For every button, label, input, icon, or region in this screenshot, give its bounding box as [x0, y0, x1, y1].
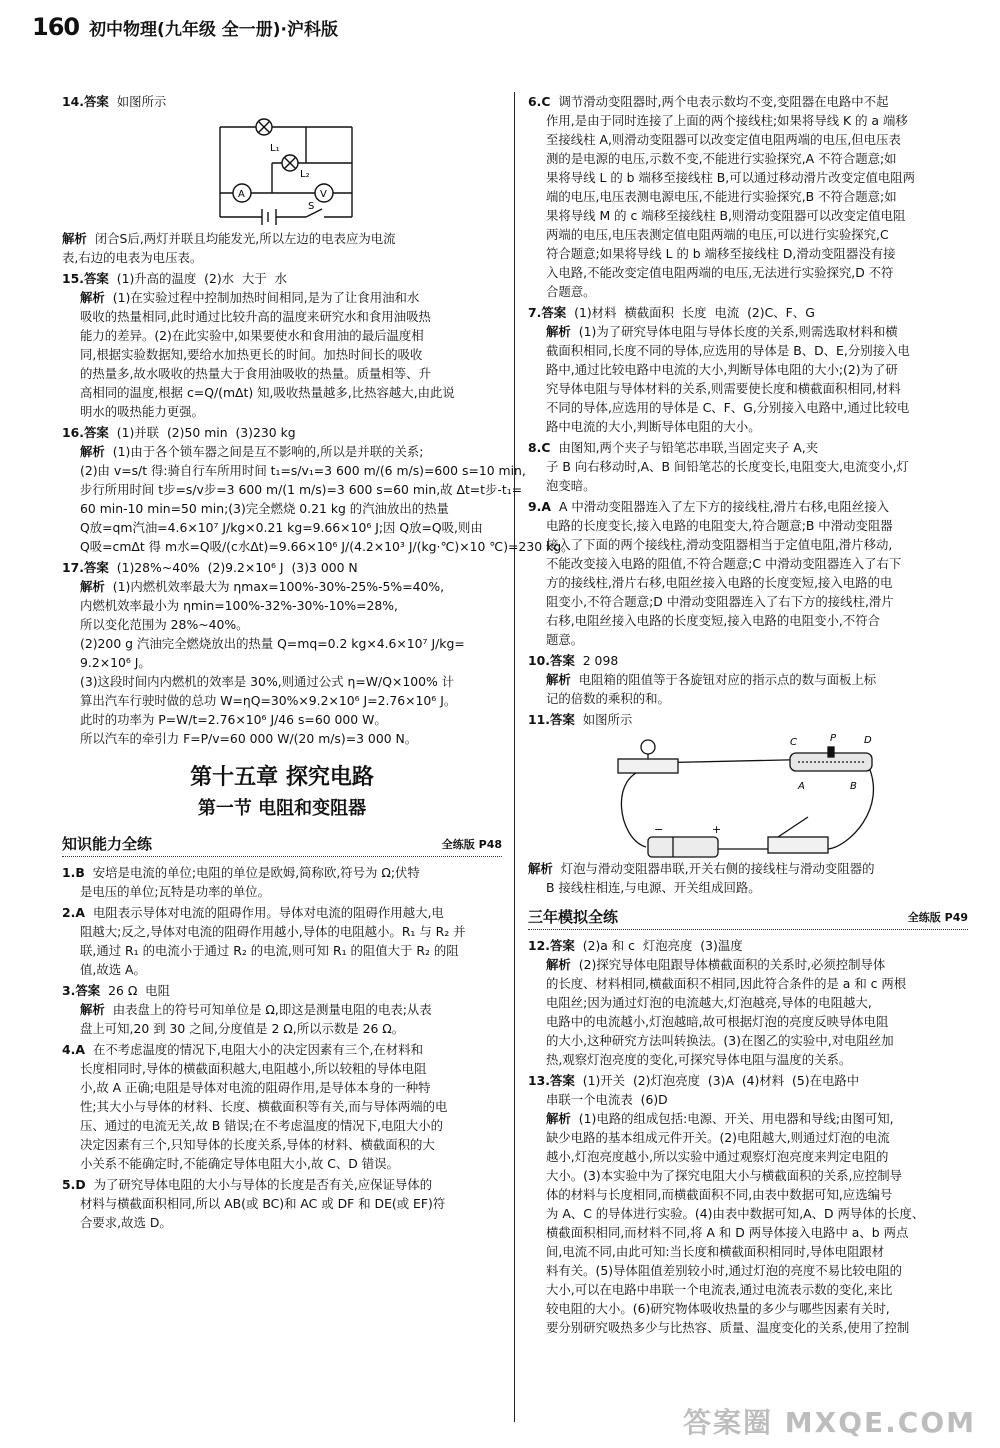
svg-text:A: A — [798, 781, 805, 792]
svg-text:P: P — [830, 733, 837, 744]
circuit-svg — [62, 111, 502, 229]
question-15: 15.答案 (1)升高的温度 (2)水 大于 水 解析 (1)在实验过程中控制加热时间相同,是为了让食用油和水 吸收的热量相同,此时通过比较升高的温度来研究水和食用油吸热 能力的差异。(2)在此实验中,如果要使水和食用油的最后温度相 同,根据实验数据知,要给水加热更长的时间。加热时间长的吸收 的热量多,故水吸收的热量大于食用油吸收的热量。质量相等、升 高相同的温度,根据 c=Q/(mΔt) 知,吸收热量越多,比热容越大,由此说 明水的吸热能力更强。 — [62, 271, 455, 419]
section-bar-knowledge: 知识能力全练 全练版 P48 — [62, 830, 502, 857]
switch-icon — [778, 817, 808, 837]
question-11: 11.答案 如图所示 C P D A B − + 解析 灯泡与滑动变阻器串联,开关右侧的接线柱与滑动变阻器的 B 接线柱相连,与电源、开关组成回路。 — [528, 710, 968, 897]
svg-text:−: − — [654, 823, 664, 836]
switch-base-icon — [768, 837, 828, 853]
question-16: 16.答案 (1)并联 (2)50 min (3)230 kg 解析 (1)由于各个锁车器之间是互不影响的,所以是并联的关系; (2)由 v=s/t 得:骑自行车所用时间 t₁=s/v₁=3 600 m/(6 m/s)=600 s=10 min, 步行所用时间 t步=s/v步=3 600 m/(1 m/s)=3 600 s=60 min,故 Δt=t步-t₁= 60 min-10 min=50 min;(3)完全燃烧 0.21 kg 的汽油放出的热量 Q放=qm汽油=4.6×10⁷ J/kg×0.21 kg=9.66×10⁶ J;因 Q放=Q吸,则由 Q吸=cmΔt 得 m水=Q吸/(c水Δt)=9.66×10⁶ J/(4.2×10³ J/(kg·℃)×10 ℃)=230 kg。 — [62, 425, 574, 554]
page-number: 160 — [32, 13, 80, 41]
bulb-icon — [641, 740, 655, 754]
watermark: 答案圈 MXQE.COM — [683, 1406, 976, 1439]
question-17: 17.答案 (1)28%~40% (2)9.2×10⁶ J (3)3 000 N 解析 (1)内燃机效率最大为 ηmax=100%-30%-25%-5%=40%, 内燃机效率最小为 ηmin=100%-32%-30%-10%=28%, 所以变化范围为 28%~40%。 (2)200 g 汽油完全燃烧放出的热量 Q=mq=0.2 kg×4.6×10⁷ J/kg= 9.2×10⁶ J。 (3)这段时间内内燃机的效率是 30%,则通过公式 η=W/Q×100% 计 算出汽车行驶时做的总功 W=ηQ=30%×9.2×10⁶ J=2.76×10⁶ J。 此时的功率为 P=W/t=2.76×10⁶ J/46 s=60 000 W。 所以汽车的牵引力 F=P/v=60 000 W/(20 m/s)=3 000 N。 — [62, 560, 465, 746]
question-14: 14.答案 如图所示 L₁ L₂ A V S 解析 闭合S后,两灯并联且均能发光,所以左边的电表应为电流 表,右边的电表为电压表。 — [62, 92, 502, 267]
question-9: 9.A A 中滑动变阻器连入了左下方的接线柱,滑片右移,电阻丝接入 电路的长度变长,接入电路的电阻变大,符合题意;B 中滑动变阻器 接入了下面的两个接线柱,滑动变阻器相当于定值电阻,滑片移动, 不能改变接入电路的阻值,不符合题意;C 中滑动变阻器连入了右下 方的接线柱,滑片右移,电阻丝接入电路的长度变短,接入电路的电 阻变小,不符合题意;D 中滑动变阻器连入了右下方的接线柱,滑片 右移,电阻丝接入电路的长度变短,接入电路的电阻变小,不符合 题意。 — [528, 499, 902, 647]
rheostat-svg — [528, 729, 968, 859]
question-12: 12.答案 (2)a 和 c 灯泡亮度 (3)温度 解析 (2)探究导体电阻跟导体横截面积的关系时,必须控制导体 的长度、材料相同,横截面积不相同,因此符合条件的是 a 和 c 两根 电阻丝;因为通过灯泡的电流越大,灯泡越亮,导体的电阻越大, 电路中的电流越小,灯泡越暗,故可根据灯泡的亮度反映导体电阻 的大小,这种研究方法叫转换法。(3)在图乙的实验中,对电阻丝加 热,观察灯泡亮度的变化,可探究导体电阻与温度的关系。 — [528, 938, 907, 1067]
svg-text:B: B — [850, 781, 857, 792]
left-column — [62, 92, 574, 1234]
question-1: 1.B 安培是电流的单位;电阻的单位是欧姆,简称欧,符号为 Ω;伏特 是电压的单位;瓦特是功率的单位。 — [62, 865, 420, 899]
svg-text:D: D — [864, 735, 872, 746]
section-bar-threeyear: 三年模拟全练 全练版 P49 — [528, 903, 968, 930]
label-a: A — [238, 189, 245, 200]
svg-text:+: + — [712, 823, 722, 836]
question-7: 7.答案 (1)材料 横截面积 长度 电流 (2)C、F、G 解析 (1)为了研究导体电阻与导体长度的关系,则需选取材料和横 截面积相同,长度不同的导体,应选用的导体是 B、D、E,分别接入电 路中,通过比较电路中电流的大小,判断导体电阻的大小;(2)为了研 究导体电阻与导体材料的关系,则需要使长度和横截面积相同,材料 不同的导体,应选用的导体是 C、F、G,分别接入电路中,通过比较电 路中电流的大小,判断导体电阻的大小。 — [528, 305, 910, 434]
right-column — [528, 92, 968, 1339]
page-header — [32, 10, 972, 44]
svg-text:C: C — [790, 737, 797, 748]
label-l1: L₁ — [270, 143, 280, 154]
battery-icon — [648, 837, 718, 857]
question-3: 3.答案 26 Ω 电阻 解析 由表盘上的符号可知单位是 Ω,即这是测量电阻的电表;从表 盘上可知,20 到 30 之间,分度值是 2 Ω,所以示数是 26 Ω。 — [62, 983, 432, 1036]
parallel-circuit-diagram — [62, 111, 502, 229]
rheostat-circuit-diagram — [528, 729, 968, 859]
book-title: 初中物理(九年级 全一册)·沪科版 — [89, 20, 338, 40]
chapter-title: 第十五章 探究电路 — [190, 765, 374, 790]
question-2: 2.A 电阻表示导体对电流的阻碍作用。导体对电流的阻碍作用越大,电 阻越大;反之,导体对电流的阻碍作用越小,导体的电阻越小。R₁ 与 R₂ 并 联,通过 R₁ 的电流小于通过 R₂ 的电流,则可知 R₁ 的阻值大于 R₂ 的阻 值,故选 A。 — [62, 905, 466, 977]
section-title: 第一节 电阻和变阻器 — [197, 798, 367, 819]
question-6: 6.C 调节滑动变阻器时,两个电表示数均不变,变阻器在电路中不起 作用,是由于同时连接了上面的两个接线柱;如果将导线 K 的 a 端移 至接线柱 A,则滑动变阻器可以改变定值电阻两端的电压,但电压表 测的是电源的电压,示数不变,不能进行实验探究,A 不符合题意;如 果将导线 L 的 b 端移至接线柱 B,可以通过移动滑片改变定值电阻两 端的电压,电压表测电源电压,不能进行实验探究,B 不符合题意;如 果将导线 M 的 c 端移至接线柱 B,则滑动变阻器可以改变定值电阻 两端的电压,电压表测定值电阻两端的电压,可以进行实验探究,C 符合题意;如果将导线 L 的 b 端移至接线柱 D,滑动变阻器没有接 入电路,不能改变定值电阻两端的电压,无法进行实验探究,D 不符 合题意。 — [528, 94, 916, 299]
question-5: 5.D 为了研究导体电阻的大小与导体的长度是否有关,应保证导体的 材料与横截面积相同,所以 AB(或 BC)和 AC 或 DF 和 DE(或 EF)符 合要求,故选 D。 — [62, 1177, 446, 1230]
question-10: 10.答案 2 098 解析 电阻箱的阻值等于各旋钮对应的指示点的数与面板上标 记的倍数的乘积的和。 — [528, 653, 877, 706]
question-13: 13.答案 (1)开关 (2)灯泡亮度 (3)A (4)材料 (5)在电路中 串联一个电流表 (6)D 解析 (1)电路的组成包括:电源、开关、用电器和导线;由图可知, 缺少电路的基本组成元件开关。(2)电阻越大,则通过灯泡的电流 越小,灯泡亮度越小,所以实验中通过观察灯泡亮度来判定电阻的 大小。(3)本实验中为了探究电阻大小与横截面积的关系,应控制导 体的材料与长度相同,而横截面积不同,由表中数据可知,应选编号 为 A、C 的导体进行实验。(4)由表中数据可知,A、D 两导体的长度、 横截面积相同,而材料不同,将 A 和 D 两导体接入电路中 a、b 两点 间,电流不同,由此可知:当长度和横截面积相同时,导体电阻跟材 料有关。(5)导体阻值差别较小时,通过灯泡的亮度不易比较电阻的 大小,可以在电路中串联一个电流表,通过电流表示数的变化,来比 较电阻的大小。(6)研究物体吸收热量的多少与哪些因素有关时, 要分别研究吸热多少与比热容、质量、温度变化的关系,使用了控制 — [528, 1073, 925, 1335]
label-s: S — [308, 201, 315, 212]
question-8: 8.C 由图知,两个夹子与铅笔芯串联,当固定夹子 A,夹 子 B 向右移动时,A、B 间铅笔芯的长度变长,电阻变大,电流变小,灯 泡变暗。 — [528, 440, 909, 493]
slider-icon — [828, 747, 834, 757]
label-v: V — [320, 189, 327, 200]
question-4: 4.A 在不考虑温度的情况下,电阻大小的决定因素有三个,在材料和 长度相同时,导体的横截面积越大,电阻越小,所以较粗的导体电阻 小,故 A 正确;电阻是导体对电流的阻碍作用,是导体本身的一种特 性;其大小与导体的材料、长度、横截面积等有关,而与导体两端的电 压、通过的电流无关,故 B 错误;在不考虑温度的情况下,电阻大小的 决定因素有三个,只知导体的长度关系,导体的材料、横截面积的大 小关系不能确定时,不能确定导体电阻大小,故 C、D 错误。 — [62, 1042, 448, 1171]
column-divider — [514, 92, 515, 1422]
lamp-base-icon — [618, 759, 678, 773]
label-l2: L₂ — [300, 169, 310, 180]
